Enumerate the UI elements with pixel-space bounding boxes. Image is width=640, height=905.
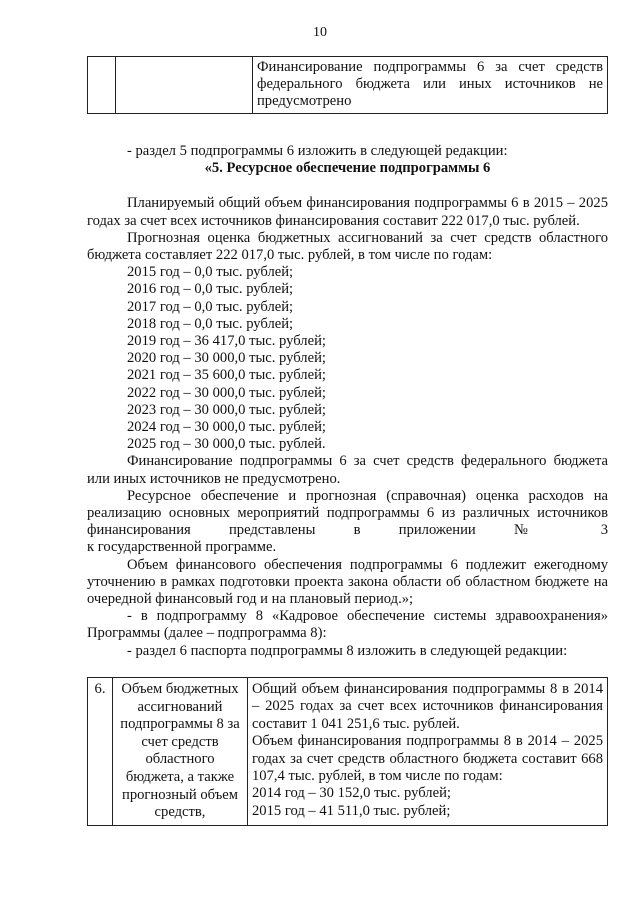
paragraph-resource-estimate: Ресурсное обеспечение и прогнозная (справочная) оценка расходов на реализацию основных мероприятий подпрограммы 6 из различных источников финансирования представлены в приложении № 3 [87,487,608,539]
top-table [87,56,608,114]
year-item: 2015 год – 0,0 тыс. рублей; [127,264,294,281]
paragraph-subprogram8: - в подпрограмму 8 «Кадровое обеспечение системы здравоохранения» Программы (далее – подпрограмма 8): [87,608,608,642]
year-item: 2022 год – 30 000,0 тыс. рублей; [127,384,326,401]
section5-heading: «5. Ресурсное обеспечение подпрограммы 6 [204,160,491,177]
year-item: 2021 год – 35 600,0 тыс. рублей; [127,367,326,384]
bottom-table-cell-text [248,678,608,826]
paragraph-regional-budget: Прогнозная оценка бюджетных ассигнований за счет средств областного бюджета составляет 222 017,0 тыс. рублей, в том числе по годам: [87,229,608,264]
year-item: 2017 год – 0,0 тыс. рублей; [127,298,294,315]
bottom-table-text-regional: Объем финансирования подпрограммы 8 в 2014 – 2025 годах за счет средств областного бюджета составит 668 107,4 тыс. рублей, в том числе по годам: [252,733,603,785]
year-item: 2016 год – 0,0 тыс. рублей; [127,281,294,298]
year-item: 2019 год – 36 417,0 тыс. рублей; [127,333,326,350]
paragraph-section6-intro: - раздел 6 паспорта подпрограммы 8 изложить в следующей редакции: [127,642,568,659]
paragraph-federal-funding: Финансирование подпрограммы 6 за счет средств федерального бюджета или иных источников не предусмотрено. [87,453,608,487]
main-text [87,143,608,660]
top-table-cell-label [116,57,253,114]
year-item: 2024 год – 30 000,0 тыс. рублей; [127,419,326,436]
paragraph-total-funding: Планируемый общий объем финансирования подпрограммы 6 в 2015 – 2025 годах за счет всех источников финансирования составит 222 017,0 тыс. рублей. [87,195,608,229]
year-item: 2025 год – 30 000,0 тыс. рублей. [127,436,326,453]
section5-intro: - раздел 5 подпрограммы 6 изложить в следующей редакции: [127,143,508,159]
bottom-table-text-year: 2015 год – 41 511,0 тыс. рублей; [252,802,451,819]
bottom-table [87,677,608,826]
page-number: 10 [313,25,327,40]
bottom-table-cell-label: Объем бюджетных ассигнований подпрограммы 8 за счет средств областного бюджета, а также прогнозный объем средств, [113,678,248,826]
bottom-table-text-total: Общий объем финансирования подпрограммы 8 в 2014 – 2025 годах за счет всех источников финансирования составит 1 041 251,6 тыс. рублей. [252,681,603,732]
top-table-cell-text: Финансирование подпрограммы 6 за счет средств федерального бюджета или иных источников не предусмотрено [253,57,608,114]
years-list [87,264,608,453]
year-item: 2018 год – 0,0 тыс. рублей; [127,315,294,332]
paragraph-annual-update: Объем финансового обеспечения подпрограммы 6 подлежит ежегодному уточнению в рамках подготовки проекта закона области об областном бюджете на очередной финансовый год и на плановый период.»; [87,556,608,608]
year-item: 2023 год – 30 000,0 тыс. рублей; [127,401,326,418]
bottom-table-cell-number: 6. [88,678,113,826]
top-table-cell-number [88,57,116,114]
bottom-table-text-year: 2014 год – 30 152,0 тыс. рублей; [252,785,451,802]
paragraph-resource-estimate-tail: к государственной программе. [87,539,277,556]
year-item: 2020 год – 30 000,0 тыс. рублей; [127,350,326,367]
